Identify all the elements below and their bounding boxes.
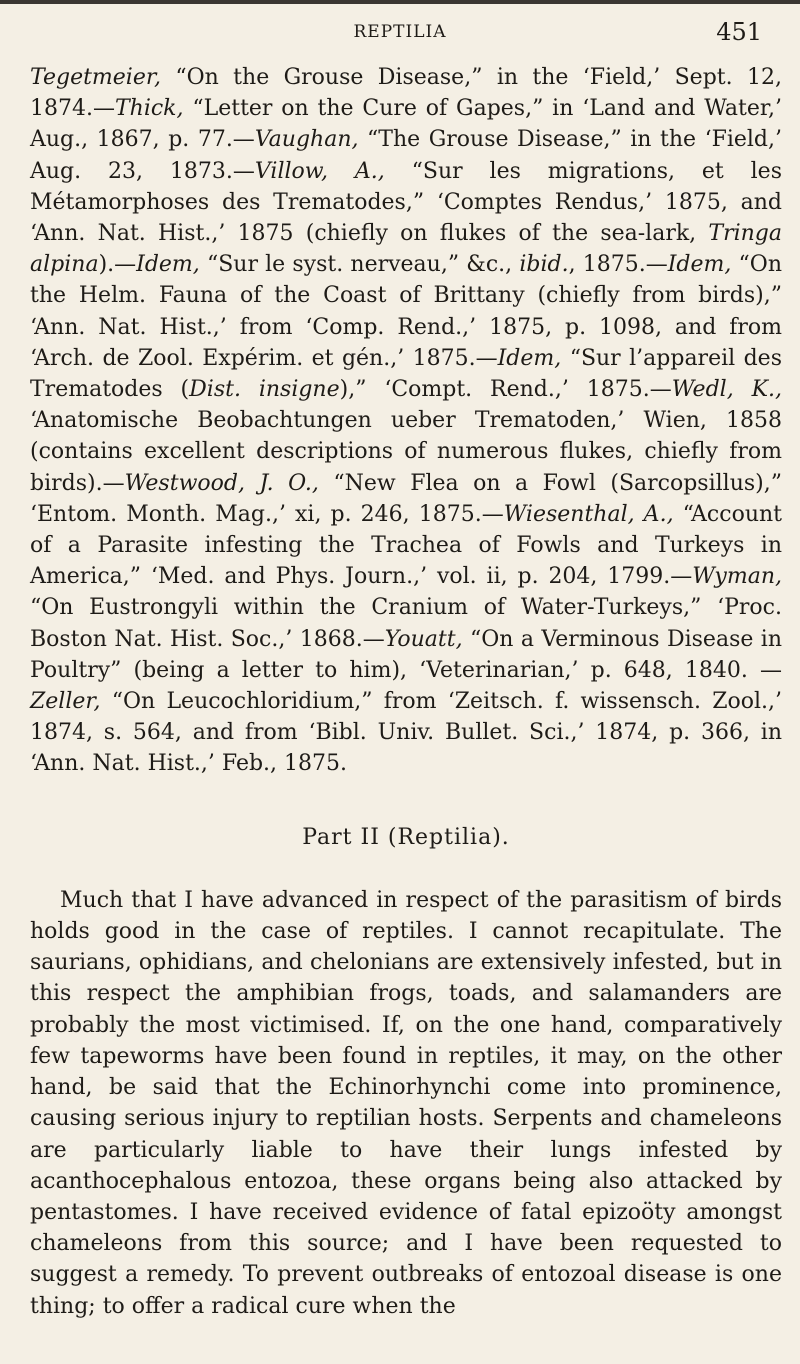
reference-italic-run: Vaughan, — [254, 127, 359, 153]
reference-text-run: “Letter on the Cure of Gapes,” in ‘Land and Water,’ Aug., 1867, p. 77.— — [30, 96, 782, 153]
reference-italic-run: Villow, A., — [254, 158, 385, 184]
body-paragraph: Much that I have advanced in respect of the parasitism of birds holds good in the case of reptiles. I cannot recapitulate. The saurians, ophidians, and chelonians are extensively infested, but in this respect the amphibian frogs, toads, and salamanders are probably the most victimised. If, on the one hand, comparatively few tapeworms have been found in reptiles, it may, on the other hand, be said that the Echinorhynchi come into prominence, causing serious injury to reptilian hosts. Serpents and chameleons are particularly liable to have their lungs infested by acanthocephalous entozoa, these organs being also attacked by pentastomes. I have received evidence of fatal epizoöty amongst chameleons from this source; and I have been requested to suggest a remedy. To prevent outbreaks of entozoal disease is one thing; to offer a radical cure when the — [30, 887, 782, 1319]
reference-text-run: ).— — [98, 252, 137, 278]
body-text — [30, 62, 782, 1322]
page-header — [0, 18, 800, 48]
reference-italic-run: Youatt, — [384, 626, 463, 652]
reference-italic-run: Wedl, K., — [671, 377, 782, 403]
reference-italic-run: Dist. insigne — [189, 377, 340, 403]
reference-italic-run: Westwood, J. O., — [124, 470, 319, 496]
reference-text-run: “Sur le syst. nerveau,” &c., — [199, 252, 520, 278]
reference-italic-run: Thick, — [114, 96, 184, 122]
running-head: REPTILIA — [353, 22, 447, 42]
reference-italic-run: Wiesenthal, A., — [503, 501, 674, 527]
reference-italic-run: ibid. — [519, 252, 569, 278]
reference-italic-run: Zeller, — [30, 689, 101, 715]
reference-text-run: “On the Helm. Fauna of the Coast of Brittany (chiefly from birds),” ‘Ann. Nat. Hist.,’ from ‘Comp. Rend.,’ 1875, p. 1098, and from ‘Arch. de Zool. Expérim. et gén.,’ 1875.— — [30, 252, 783, 371]
section-heading: Part II (Reptilia). — [302, 824, 510, 850]
bibliography-paragraph — [30, 62, 782, 780]
reference-text-run: “The Grouse Disease,” in the ‘Field,’ Aug. 23, 1873.— — [30, 127, 782, 184]
reference-italic-run: Tringa alpina — [30, 221, 782, 278]
page-number: 451 — [716, 18, 762, 46]
top-rule — [0, 0, 800, 4]
reference-text-run: “On Leucochloridium,” from ‘Zeitsch. f. wissensch. Zool.,’ 1874, s. 564, and from ‘Bibl. Univ. Bullet. Sci.,’ 1874, p. 366, in ‘Ann. Nat. Hist.,’ Feb., 1875. — [30, 689, 782, 777]
reference-text-run: “On a Verminous Disease in Poultry” (being a letter to him), ‘Veterinarian,’ p. 648, 1840. — — [30, 626, 782, 683]
reference-italic-run: Idem, — [136, 252, 200, 278]
reference-text-run: ),” ‘Compt. Rend.,’ 1875.— — [339, 377, 672, 403]
reference-text-run: “New Flea on a Fowl (Sarcopsillus),” ‘Entom. Month. Mag.,’ xi, p. 246, 1875.— — [30, 470, 782, 527]
reference-italic-run: Idem, — [667, 252, 732, 278]
reference-italic-run: Wyman, — [692, 564, 782, 590]
reference-text-run: “Sur les migrations, et les Métamorphoses des Trematodes,” ‘Comptes Rendus,’ 1875, and ‘Ann. Nat. Hist.,’ 1875 (chiefly on flukes of the sea-lark, — [30, 158, 782, 247]
reference-text-run: ‘Anatomische Beobachtungen ueber Trematoden,’ Wien, 1858 (contains excellent descriptions of numerous flukes, chiefly from birds).— — [30, 408, 782, 496]
reference-text-run: , 1875.— — [568, 252, 668, 278]
reference-text-run: “Sur l’appareil des Trematodes ( — [30, 345, 782, 403]
reference-text-run: “On Eustrongyli within the Cranium of Water-Turkeys,” ‘Proc. Boston Nat. Hist. Soc.,’ 1868.— — [30, 595, 782, 652]
reference-text-run: “Account of a Parasite infesting the Trachea of Fowls and Turkeys in America,” ‘Med. and Phys. Journ.,’ vol. ii, p. 204, 1799.— — [30, 501, 782, 590]
reference-text-run: “On the Grouse Disease,” in the ‘Field,’ Sept. 12, 1874.— — [30, 65, 782, 122]
reference-italic-run: Idem, — [497, 345, 562, 371]
reference-italic-run: Tegetmeier, — [30, 65, 161, 90]
